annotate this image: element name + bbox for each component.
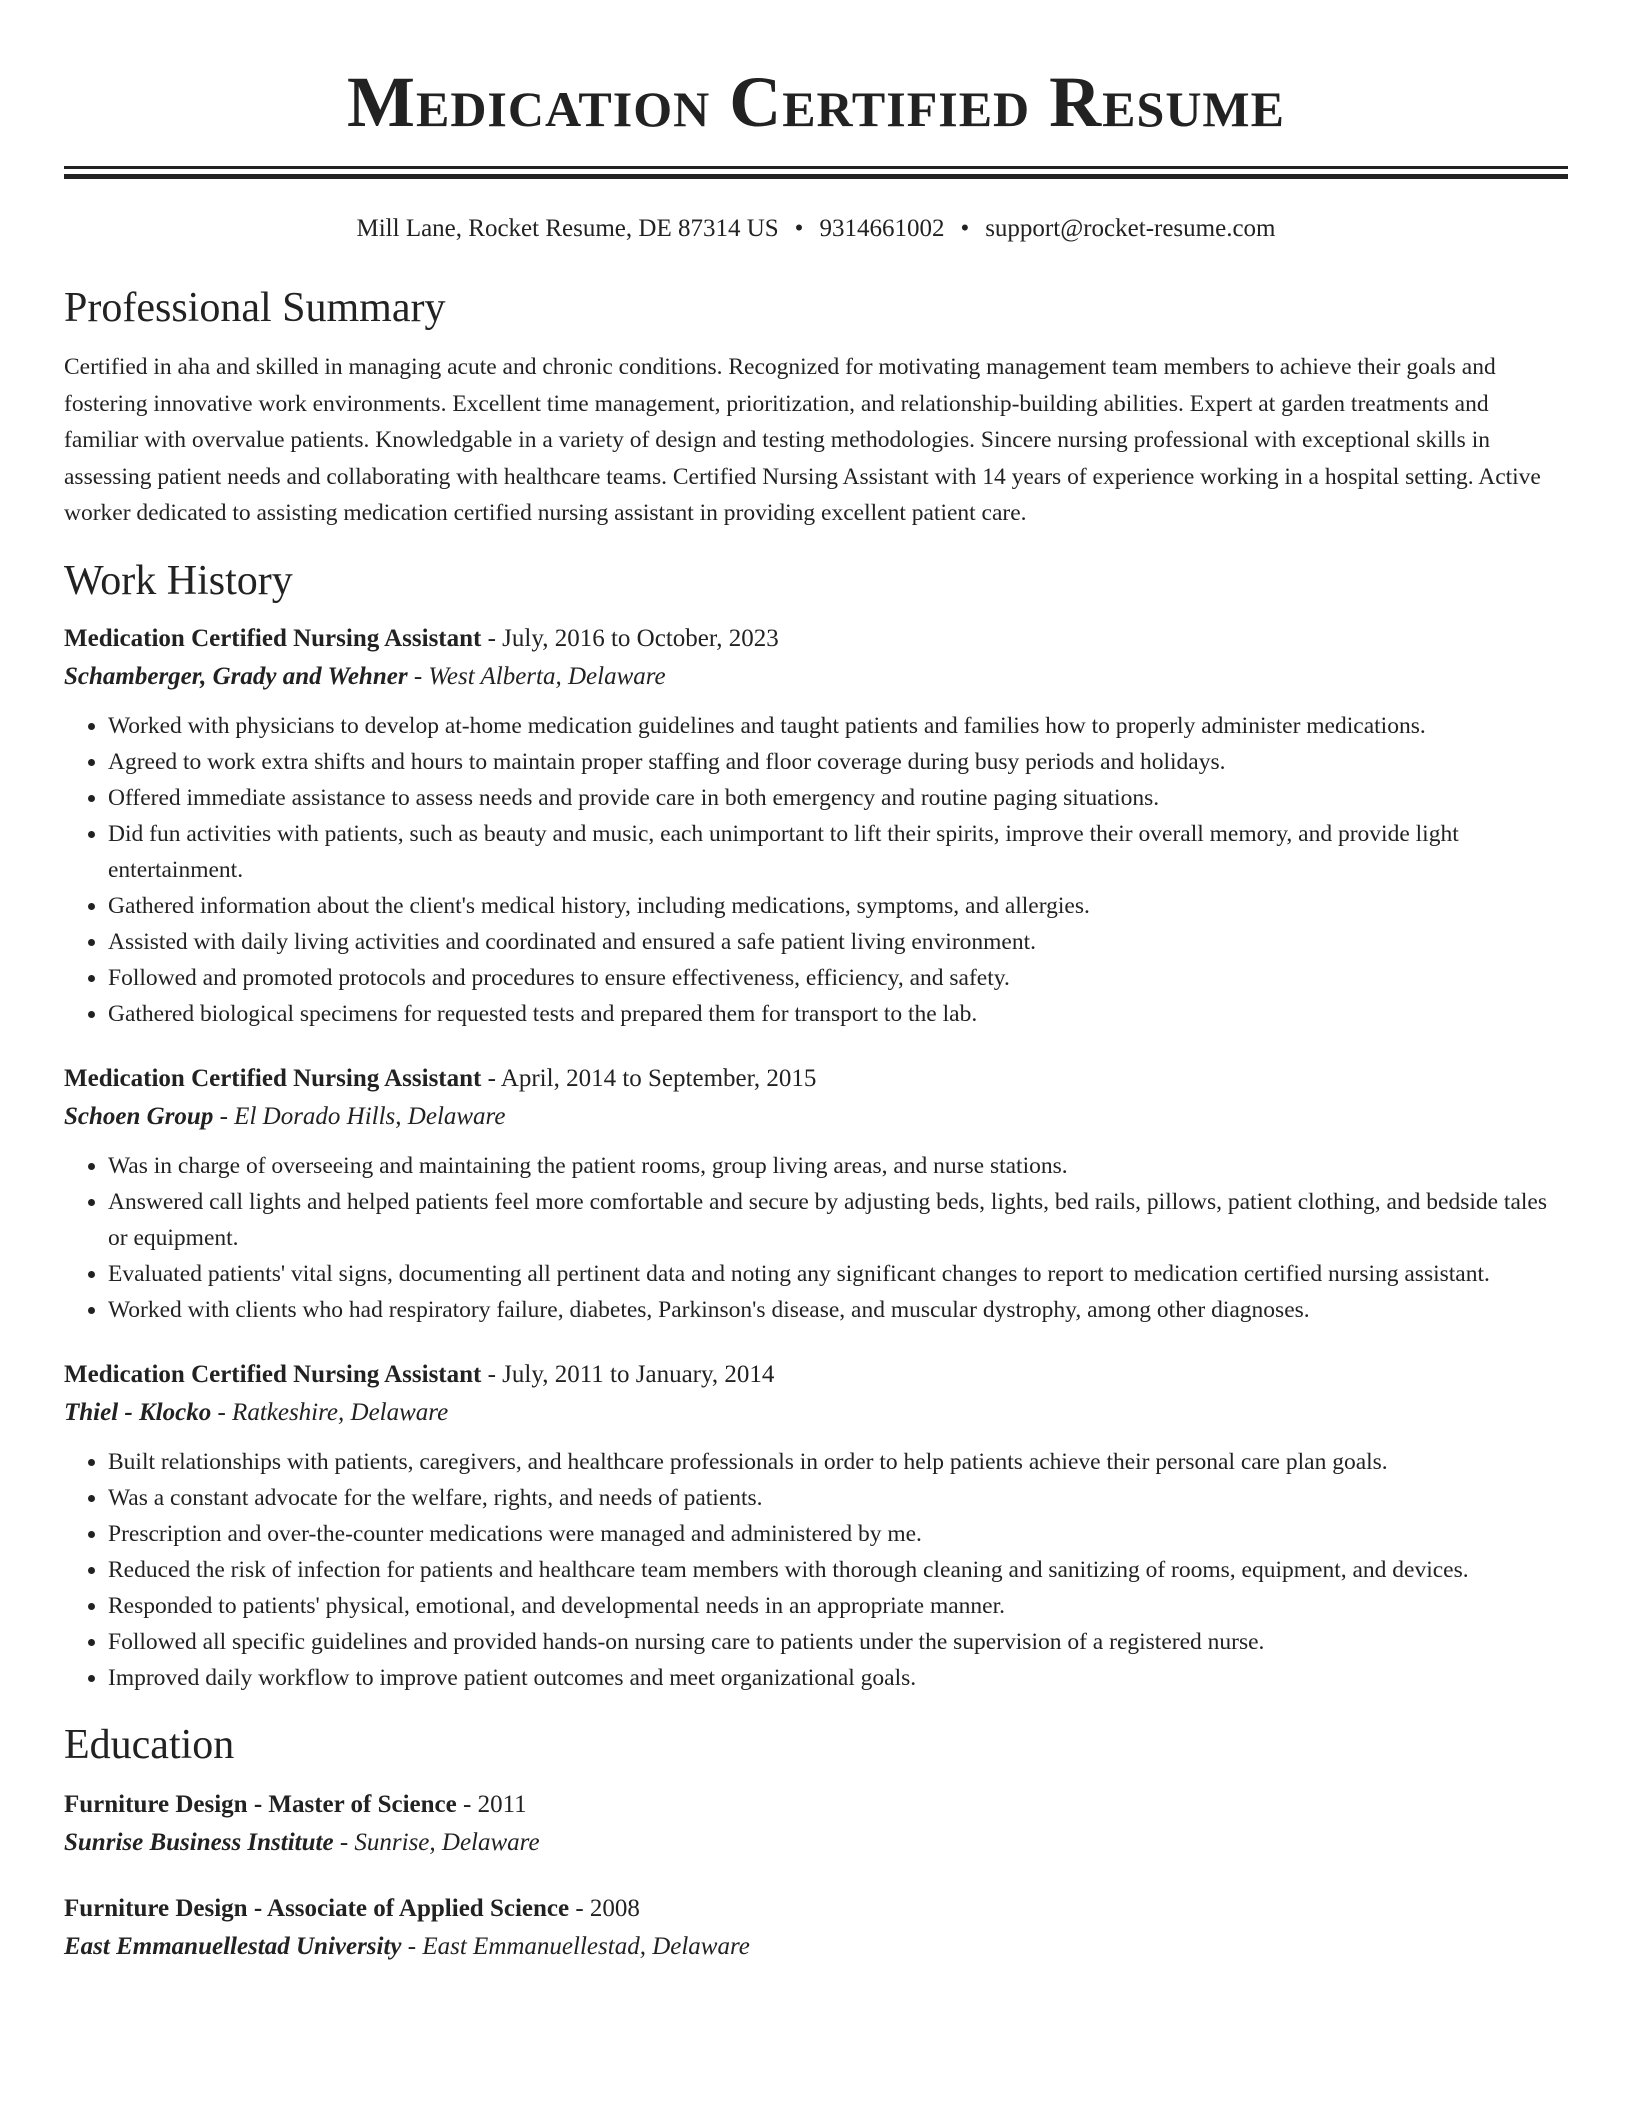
- duty-item: • Followed and promoted protocols and procedures to ensure effectiveness, efficiency, and safety.: [108, 960, 1568, 996]
- duty-item: • Assisted with daily living activities and coordinated and ensured a safe patient living environment.: [108, 924, 1568, 960]
- duty-item: • Gathered information about the client's medical history, including medications, symptoms, and allergies.: [108, 888, 1568, 924]
- title-rule-bottom: [64, 174, 1568, 179]
- job-company: Schamberger, Grady and Wehner: [64, 662, 408, 690]
- job-dates: - April, 2014 to September, 2015: [481, 1064, 817, 1092]
- job-company: Schoen Group: [64, 1102, 214, 1130]
- duty-item: • Prescription and over-the-counter medications were managed and administered by me.: [108, 1516, 1568, 1552]
- job-location: - Ratkeshire, Delaware: [211, 1398, 449, 1426]
- duty-item: • Improved daily workflow to improve patient outcomes and meet organizational goals.: [108, 1660, 1568, 1696]
- job-role: Medication Certified Nursing Assistant: [64, 1360, 482, 1388]
- job-location: - West Alberta, Delaware: [407, 662, 666, 690]
- education-entry: [64, 1890, 1568, 1966]
- job-duties-list: [64, 1444, 1568, 1696]
- summary-text: Certified in aha and skilled in managing acute and chronic conditions. Recognized for motivating management team members to achieve their goals and fostering innovative work environments. Excellent time management, prioritization, and relationship-building abilities. Expert at garden treatments and familiar with overvalue patients. Knowledgable in a variety of design and testing methodologies. Sincere nursing professional with exceptional skills in assessing patient needs and collaborating with healthcare teams. Certified Nursing Assistant with 14 years of experience working in a hospital setting. Active worker dedicated to assisting medication certified nursing assistant in providing excellent patient care.: [64, 354, 1541, 526]
- job-duties-list: [64, 1148, 1568, 1328]
- education-location: - Sunrise, Delaware: [333, 1828, 540, 1856]
- job-company-line: [64, 1394, 1568, 1432]
- job-title-line: [64, 1060, 1568, 1098]
- job-role: Medication Certified Nursing Assistant: [64, 624, 482, 652]
- education-school-line: [64, 1928, 1568, 1966]
- duty-item: • Reduced the risk of infection for patients and healthcare team members with thorough cleaning and sanitizing of rooms, equipment, and devices.: [108, 1552, 1568, 1588]
- job-company-line: [64, 1098, 1568, 1136]
- education-school: Sunrise Business Institute: [64, 1828, 334, 1856]
- contact-separator: •: [960, 215, 970, 242]
- duty-item: • Agreed to work extra shifts and hours to maintain proper staffing and floor coverage during busy periods and holidays.: [108, 744, 1568, 780]
- duty-item: • Worked with physicians to develop at-home medication guidelines and taught patients and families how to properly administer medications.: [108, 708, 1568, 744]
- job-company-line: [64, 658, 1568, 696]
- job-dates: - July, 2011 to January, 2014: [481, 1360, 775, 1388]
- contact-separator: •: [794, 215, 804, 242]
- education-year: - 2011: [456, 1790, 527, 1818]
- education-degree-line: [64, 1786, 1568, 1824]
- duty-item: • Was a constant advocate for the welfare, rights, and needs of patients.: [108, 1480, 1568, 1516]
- contact-email: support@rocket-resume.com: [985, 215, 1276, 242]
- summary-heading: Professional Summary: [64, 285, 446, 331]
- duty-item: • Responded to patients' physical, emotional, and developmental needs in an appropriate manner.: [108, 1588, 1568, 1624]
- duty-item: • Worked with clients who had respiratory failure, diabetes, Parkinson's disease, and muscular dystrophy, among other diagnoses.: [108, 1292, 1568, 1328]
- job-role: Medication Certified Nursing Assistant: [64, 1064, 482, 1092]
- duty-item: • Built relationships with patients, caregivers, and healthcare professionals in order to help patients achieve their personal care plan goals.: [108, 1444, 1568, 1480]
- education-degree: Furniture Design - Associate of Applied Science: [64, 1894, 570, 1922]
- education-entry: [64, 1786, 1568, 1862]
- education-degree-line: [64, 1890, 1568, 1928]
- title-rule-top: [64, 166, 1568, 169]
- duty-item: • Evaluated patients' vital signs, documenting all pertinent data and noting any significant changes to report to medication certified nursing assistant.: [108, 1256, 1568, 1292]
- job-duties-list: [64, 708, 1568, 1032]
- job-title-line: [64, 1356, 1568, 1394]
- duty-item: • Followed all specific guidelines and provided hands-on nursing care to patients under the supervision of a registered nurse.: [108, 1624, 1568, 1660]
- contact-address: Mill Lane, Rocket Resume, DE 87314 US: [356, 215, 779, 242]
- duty-item: • Offered immediate assistance to assess needs and provide care in both emergency and routine paging situations.: [108, 780, 1568, 816]
- job-location: - El Dorado Hills, Delaware: [213, 1102, 506, 1130]
- education-heading: Education: [64, 1721, 235, 1768]
- contact-phone: 9314661002: [819, 215, 945, 242]
- education-school-line: [64, 1824, 1568, 1862]
- education-year: - 2008: [569, 1894, 640, 1922]
- job-title-line: [64, 620, 1568, 658]
- education-location: - East Emmanuellestad, Delaware: [401, 1932, 750, 1960]
- job-entry: [64, 1060, 1568, 1328]
- job-dates: - July, 2016 to October, 2023: [481, 624, 779, 652]
- education-degree: Furniture Design - Master of Science: [64, 1790, 457, 1818]
- job-entry: [64, 620, 1568, 1032]
- contact-line: [64, 213, 1568, 245]
- job-company: Thiel - Klocko: [64, 1398, 212, 1426]
- work-history-heading: Work History: [64, 557, 293, 604]
- duty-item: • Did fun activities with patients, such as beauty and music, each unimportant to lift their spirits, improve their overall memory, and provide light entertainment.: [108, 816, 1568, 888]
- duty-item: • Gathered biological specimens for requested tests and prepared them for transport to the lab.: [108, 996, 1568, 1032]
- resume-title: Medication Certified Resume: [347, 62, 1285, 142]
- duty-item: • Was in charge of overseeing and maintaining the patient rooms, group living areas, and nurse stations.: [108, 1148, 1568, 1184]
- job-entry: [64, 1356, 1568, 1696]
- education-school: East Emmanuellestad University: [64, 1932, 402, 1960]
- duty-item: • Answered call lights and helped patients feel more comfortable and secure by adjusting beds, lights, bed rails, pillows, patient clothing, and bedside tales or equipment.: [108, 1184, 1568, 1256]
